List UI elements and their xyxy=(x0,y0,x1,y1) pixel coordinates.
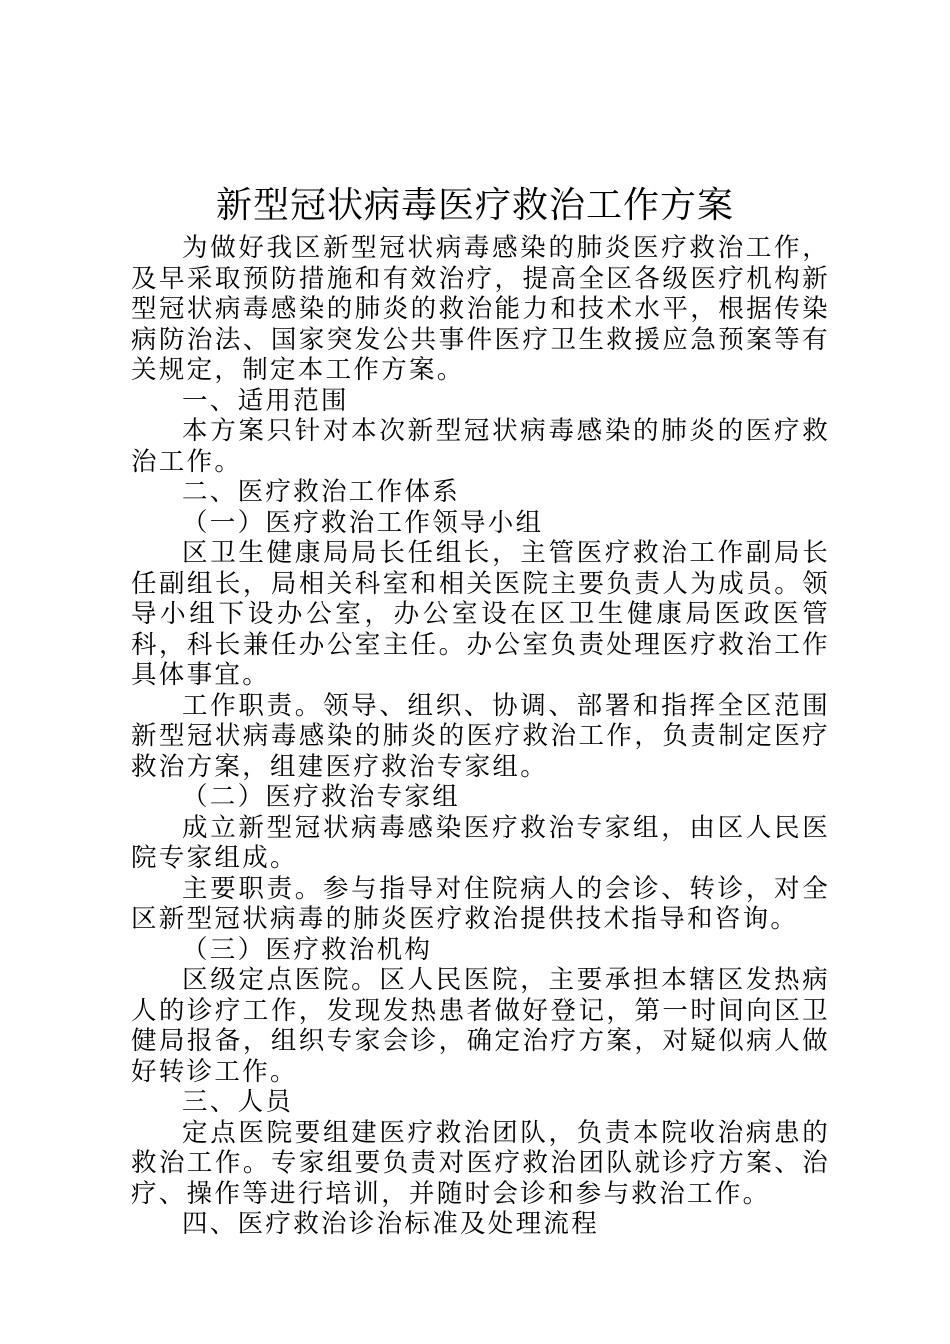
paragraph-intro: 为做好我区新型冠状病毒感染的肺炎医疗救治工作，及早采取预防措施和有效治疗，提高全区各级医疗机构新型冠状病毒感染的肺炎的救治能力和技术水平，根据传染病防治法、国家突发公共事件医疗卫生救援应急预案等有关规定，制定本工作方案。 xyxy=(131,233,830,385)
section-heading-scope: 一、适用范围 xyxy=(182,385,349,416)
subsection-heading-leadership: （一）医疗救治工作领导小组 xyxy=(182,507,544,538)
paragraph-experts: 成立新型冠状病毒感染医疗救治专家组，由区人民医院专家组成。 xyxy=(131,812,830,873)
subsection-heading-experts: （二）医疗救治专家组 xyxy=(182,782,461,812)
section-heading-system: 二、医疗救治工作体系 xyxy=(182,477,461,507)
paragraph-leadership: 区卫生健康局局长任组长，主管医疗救治工作副局长任副组长，局相关科室和相关医院主要负责人为成员。领导小组下设办公室，办公室设在区卫生健康局医政医管科，科长兼任办公室主任。办公室负责处理医疗救治工作具体事宜。 xyxy=(131,538,830,690)
paragraph-institutions: 区级定点医院。区人民医院，主要承担本辖区发热病人的诊疗工作，发现发热患者做好登记，第一时间向区卫健局报备，组织专家会诊，确定治疗方案，对疑似病人做好转诊工作。 xyxy=(131,965,830,1087)
section-heading-personnel: 三、人员 xyxy=(182,1087,294,1117)
section-heading-standards: 四、医疗救治诊治标准及处理流程 xyxy=(182,1209,600,1239)
paragraph-scope: 本方案只针对本次新型冠状病毒感染的肺炎的医疗救治工作。 xyxy=(131,416,830,477)
document-body xyxy=(131,233,830,1240)
paragraph-personnel: 定点医院要组建医疗救治团队，负责本院收治病患的救治工作。专家组要负责对医疗救治团队就诊疗方案、治疗、操作等进行培训，并随时会诊和参与救治工作。 xyxy=(131,1117,830,1209)
subsection-heading-institutions: （三）医疗救治机构 xyxy=(182,934,433,965)
paragraph-leadership-duties: 工作职责。领导、组织、协调、部署和指挥全区范围新型冠状病毒感染的肺炎的医疗救治工作，负责制定医疗救治方案，组建医疗救治专家组。 xyxy=(131,690,830,782)
document-title: 新型冠状病毒医疗救治工作方案 xyxy=(215,185,734,226)
paragraph-experts-duties: 主要职责。参与指导对住院病人的会诊、转诊，对全区新型冠状病毒的肺炎医疗救治提供技术指导和咨询。 xyxy=(131,873,830,934)
